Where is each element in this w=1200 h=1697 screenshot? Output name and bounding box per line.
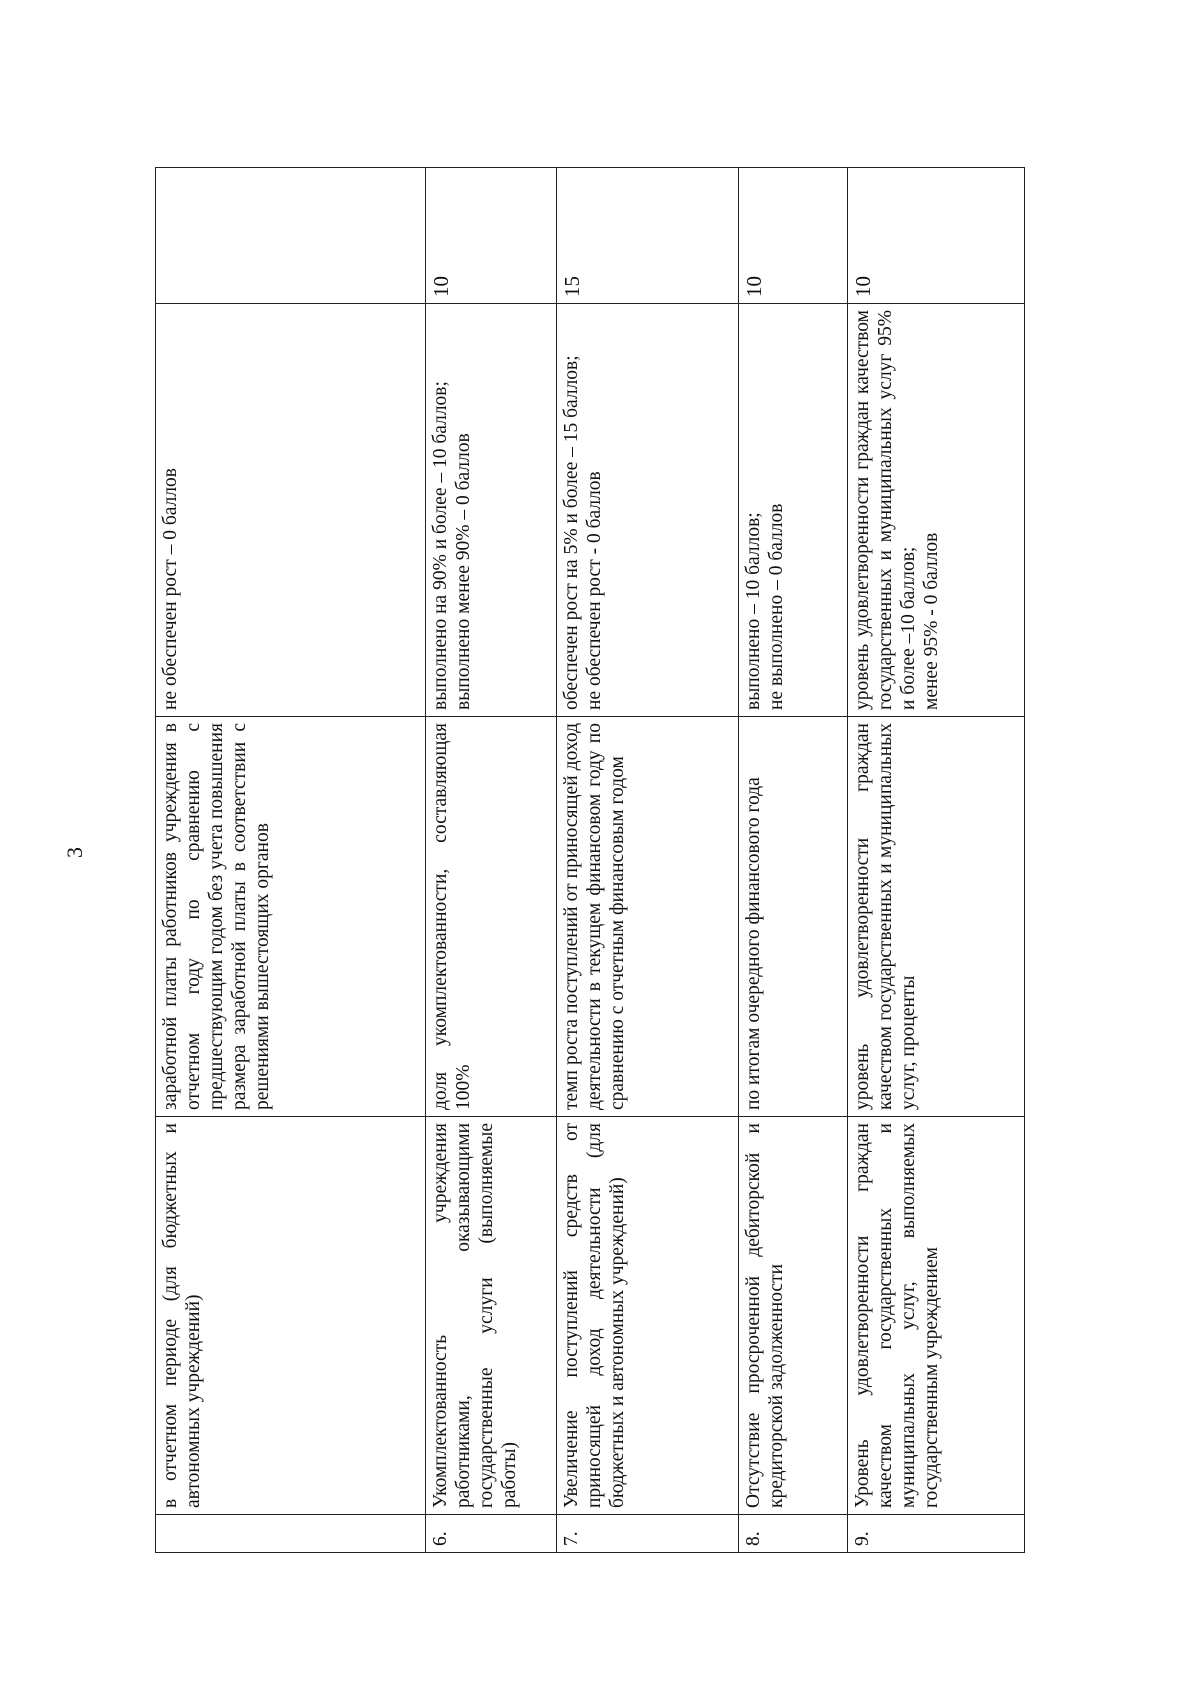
row-number: 8. <box>738 1515 847 1553</box>
row-number: 9. <box>847 1515 1024 1553</box>
scoring-line: не обеспечен рост - 0 баллов <box>583 471 605 710</box>
criterion-name: Укомплектованность учреждения работниками, оказывающими государственные услуги (выполняемые работы) <box>426 1117 556 1515</box>
row-number: 6. <box>426 1515 556 1553</box>
criterion-name: Уровень удовлетворенности граждан качеством государственных и муниципальных услуг, выполняемых государственным учреждением <box>847 1117 1024 1515</box>
scoring-line: выполнено менее 90% – 0 баллов <box>453 433 475 710</box>
max-points <box>156 168 426 304</box>
indicator: темп роста поступлений от приносящей доход деятельности в текущем финансовом году по сравнению с отчетным финансовым годом <box>556 717 738 1117</box>
table-row <box>426 168 556 1553</box>
criterion-name: Отсутствие просроченной дебиторской и кредиторской задолженности <box>738 1117 847 1515</box>
indicator: заработной платы работников учреждения в отчетном году по сравнению с предшествующим годом без учета повышения размера заработной платы в соответствии с решениями вышестоящих органов <box>156 717 426 1117</box>
page-number: 3 <box>62 847 87 858</box>
max-points: 10 <box>426 168 556 304</box>
table-row <box>556 168 738 1553</box>
rotated-table-container <box>155 168 1025 1553</box>
indicator: доля укомплектованности, составляющая 100% <box>426 717 556 1117</box>
scoring-line: выполнено – 10 баллов; <box>742 512 764 710</box>
criterion-name: в отчетном периоде (для бюджетных и автономных учреждений) <box>156 1117 426 1515</box>
criterion-scoring <box>426 304 556 717</box>
max-points: 15 <box>556 168 738 304</box>
criterion-name: Увеличение поступлений средств от приносящей доход деятельности (для бюджетных и автономных учреждений) <box>556 1117 738 1515</box>
table-row <box>156 168 426 1553</box>
indicator: уровень удовлетворенности граждан качеством государственных и муниципальных услуг, проценты <box>847 717 1024 1117</box>
max-points: 10 <box>847 168 1024 304</box>
scoring-line: уровень удовлетворенности граждан качеством государственных и муниципальных услуг 95% и более –10 баллов; <box>851 310 919 710</box>
table-row <box>847 168 1024 1553</box>
scoring-line: не выполнено – 0 баллов <box>765 503 787 710</box>
criterion-scoring <box>847 304 1024 717</box>
criterion-scoring <box>738 304 847 717</box>
criterion-scoring <box>556 304 738 717</box>
criteria-table <box>155 167 1025 1553</box>
row-number: 7. <box>556 1515 738 1553</box>
scoring-line: выполнено на 90% и более – 10 баллов; <box>430 381 452 710</box>
max-points: 10 <box>738 168 847 304</box>
scoring-line: не обеспечен рост – 0 баллов <box>160 467 181 710</box>
row-number <box>156 1515 426 1553</box>
criterion-scoring <box>156 304 426 717</box>
indicator: по итогам очередного финансового года <box>738 717 847 1117</box>
scoring-line: обеспечен рост на 5% и более – 15 баллов; <box>560 355 582 710</box>
table-row <box>738 168 847 1553</box>
scoring-line: менее 95% - 0 баллов <box>920 532 942 710</box>
